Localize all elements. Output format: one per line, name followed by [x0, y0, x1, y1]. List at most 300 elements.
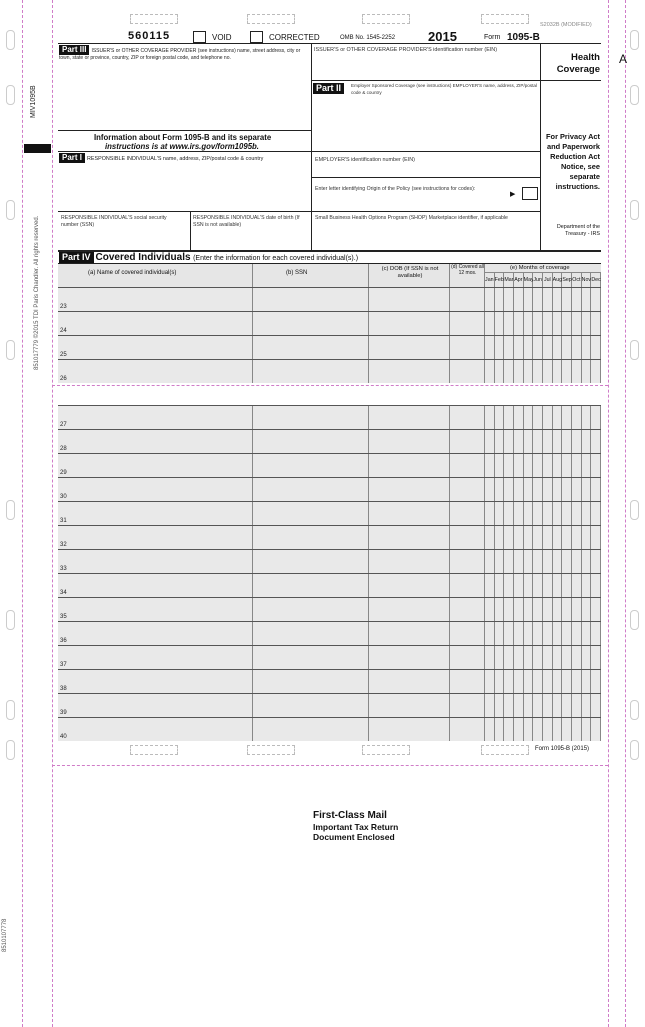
- month-cell[interactable]: [553, 312, 563, 335]
- name-cell[interactable]: [58, 336, 253, 359]
- month-cell[interactable]: [562, 288, 572, 311]
- corrected-checkbox[interactable]: [250, 31, 263, 43]
- month-cell[interactable]: [543, 718, 553, 741]
- all-12-cell[interactable]: [450, 406, 485, 429]
- month-cell[interactable]: [553, 718, 563, 741]
- all-12-cell[interactable]: [450, 502, 485, 525]
- month-cell[interactable]: [485, 526, 495, 549]
- name-cell[interactable]: [58, 574, 253, 597]
- dob-cell[interactable]: [369, 646, 450, 669]
- month-cell[interactable]: [524, 312, 534, 335]
- month-cell[interactable]: [572, 550, 582, 573]
- month-cell[interactable]: [504, 574, 514, 597]
- month-cell[interactable]: [504, 336, 514, 359]
- month-cell[interactable]: [582, 502, 592, 525]
- month-cell[interactable]: [543, 312, 553, 335]
- dob-cell[interactable]: [369, 718, 450, 741]
- month-cell[interactable]: [533, 550, 543, 573]
- name-cell[interactable]: [58, 694, 253, 717]
- month-cell[interactable]: [553, 526, 563, 549]
- month-cell[interactable]: [495, 454, 505, 477]
- all-12-cell[interactable]: [450, 574, 485, 597]
- month-cell[interactable]: [485, 574, 495, 597]
- month-cell[interactable]: [572, 312, 582, 335]
- month-cell[interactable]: [591, 718, 601, 741]
- month-cell[interactable]: [495, 646, 505, 669]
- dob-cell[interactable]: [369, 478, 450, 501]
- month-cell[interactable]: [504, 430, 514, 453]
- month-cell[interactable]: [514, 622, 524, 645]
- all-12-cell[interactable]: [450, 454, 485, 477]
- ssn-cell[interactable]: [253, 288, 369, 311]
- ssn-cell[interactable]: [253, 622, 369, 645]
- row-number: 37: [60, 662, 67, 668]
- month-cell[interactable]: [533, 478, 543, 501]
- month-cell[interactable]: [572, 502, 582, 525]
- ssn-cell[interactable]: [253, 502, 369, 525]
- ssn-cell[interactable]: [253, 550, 369, 573]
- dob-cell[interactable]: [369, 360, 450, 383]
- month-cell[interactable]: [562, 360, 572, 383]
- month-cell[interactable]: [562, 598, 572, 621]
- month-cell[interactable]: [514, 502, 524, 525]
- month-cell[interactable]: [572, 478, 582, 501]
- col-c-header: (c) DOB (If SSN is not available): [381, 266, 439, 279]
- month-cell[interactable]: [514, 406, 524, 429]
- month-cell[interactable]: [514, 718, 524, 741]
- month-cell[interactable]: [562, 718, 572, 741]
- ssn-cell[interactable]: [253, 430, 369, 453]
- month-cell[interactable]: [485, 622, 495, 645]
- month-cell[interactable]: [572, 718, 582, 741]
- month-cell[interactable]: [562, 574, 572, 597]
- month-cell[interactable]: [553, 478, 563, 501]
- dob-cell[interactable]: [369, 598, 450, 621]
- month-cell[interactable]: [582, 430, 592, 453]
- name-cell[interactable]: [58, 646, 253, 669]
- month-cell[interactable]: [533, 312, 543, 335]
- all-12-cell[interactable]: [450, 694, 485, 717]
- month-cell[interactable]: [562, 430, 572, 453]
- month-cell[interactable]: [553, 360, 563, 383]
- month-cell[interactable]: [485, 718, 495, 741]
- month-cell[interactable]: [553, 430, 563, 453]
- month-cell[interactable]: [504, 360, 514, 383]
- month-cell[interactable]: [495, 406, 505, 429]
- month-cell[interactable]: [504, 288, 514, 311]
- month-cell[interactable]: [533, 598, 543, 621]
- dob-cell[interactable]: [369, 670, 450, 693]
- month-cell[interactable]: [524, 478, 534, 501]
- month-cell[interactable]: [495, 478, 505, 501]
- month-cell[interactable]: [524, 430, 534, 453]
- month-cell[interactable]: [543, 430, 553, 453]
- month-cell[interactable]: [524, 622, 534, 645]
- month-cell[interactable]: [543, 336, 553, 359]
- month-cell[interactable]: [533, 574, 543, 597]
- month-cell[interactable]: [562, 694, 572, 717]
- name-cell[interactable]: [58, 454, 253, 477]
- month-cell[interactable]: [543, 454, 553, 477]
- month-cell[interactable]: [591, 454, 601, 477]
- month-cell[interactable]: [514, 670, 524, 693]
- month-cell[interactable]: [553, 622, 563, 645]
- pinfeed-hole: [630, 30, 639, 50]
- month-cell[interactable]: [553, 574, 563, 597]
- month-cell[interactable]: [553, 694, 563, 717]
- month-cell[interactable]: [495, 336, 505, 359]
- month-cell[interactable]: [495, 360, 505, 383]
- name-cell[interactable]: [58, 430, 253, 453]
- month-cell[interactable]: [543, 526, 553, 549]
- month-cell[interactable]: [562, 622, 572, 645]
- month-cell[interactable]: [533, 454, 543, 477]
- month-cell[interactable]: [485, 406, 495, 429]
- ssn-cell[interactable]: [253, 526, 369, 549]
- dob-cell[interactable]: [369, 574, 450, 597]
- all-12-cell[interactable]: [450, 288, 485, 311]
- month-cell[interactable]: [582, 454, 592, 477]
- month-cell[interactable]: [543, 502, 553, 525]
- all-12-cell[interactable]: [450, 312, 485, 335]
- month-cell[interactable]: [533, 502, 543, 525]
- month-cell[interactable]: [504, 478, 514, 501]
- side-copyright: 851017779 ©2015 TDI Paris Chandler. All rights reserved.: [34, 215, 40, 370]
- all-12-cell[interactable]: [450, 718, 485, 741]
- month-cell[interactable]: [562, 526, 572, 549]
- month-cell[interactable]: [582, 694, 592, 717]
- month-cell[interactable]: [495, 550, 505, 573]
- month-cell[interactable]: [504, 454, 514, 477]
- dob-cell[interactable]: [369, 430, 450, 453]
- dob-cell[interactable]: [369, 550, 450, 573]
- ssn-cell[interactable]: [253, 574, 369, 597]
- month-cell[interactable]: [485, 288, 495, 311]
- month-cell[interactable]: [543, 406, 553, 429]
- month-cell[interactable]: [524, 574, 534, 597]
- month-cell[interactable]: [524, 454, 534, 477]
- month-cell[interactable]: [485, 430, 495, 453]
- month-cell[interactable]: [485, 694, 495, 717]
- month-cell[interactable]: [582, 598, 592, 621]
- modified-label: S2032B (MODIFIED): [540, 22, 592, 28]
- all-12-cell[interactable]: [450, 646, 485, 669]
- month-cell[interactable]: [572, 574, 582, 597]
- month-cell[interactable]: [495, 622, 505, 645]
- month-cell[interactable]: [543, 670, 553, 693]
- month-cell[interactable]: [553, 502, 563, 525]
- name-cell[interactable]: [58, 478, 253, 501]
- dob-cell[interactable]: [369, 622, 450, 645]
- all-12-cell[interactable]: [450, 430, 485, 453]
- month-cell[interactable]: [582, 622, 592, 645]
- month-cell[interactable]: [504, 670, 514, 693]
- month-cell[interactable]: [485, 502, 495, 525]
- all-12-cell[interactable]: [450, 598, 485, 621]
- month-cell[interactable]: [524, 550, 534, 573]
- month-cell[interactable]: [572, 622, 582, 645]
- month-cell[interactable]: [591, 598, 601, 621]
- month-cell[interactable]: [591, 574, 601, 597]
- month-cell[interactable]: [495, 502, 505, 525]
- month-cell[interactable]: [582, 526, 592, 549]
- month-cell[interactable]: [553, 550, 563, 573]
- month-cell[interactable]: [495, 526, 505, 549]
- month-cell[interactable]: [582, 550, 592, 573]
- month-cell[interactable]: [495, 598, 505, 621]
- month-cell[interactable]: [533, 670, 543, 693]
- all-12-cell[interactable]: [450, 550, 485, 573]
- month-cell[interactable]: [514, 288, 524, 311]
- month-cell[interactable]: [485, 454, 495, 477]
- month-cell[interactable]: [543, 574, 553, 597]
- month-cell[interactable]: [582, 288, 592, 311]
- ssn-cell[interactable]: [253, 336, 369, 359]
- month-cell[interactable]: [572, 598, 582, 621]
- month-cell[interactable]: [514, 598, 524, 621]
- month-cell[interactable]: [514, 454, 524, 477]
- month-cell[interactable]: [485, 360, 495, 383]
- month-cell[interactable]: [572, 526, 582, 549]
- month-cell[interactable]: [562, 478, 572, 501]
- dob-cell[interactable]: [369, 502, 450, 525]
- void-checkbox[interactable]: [193, 31, 206, 43]
- month-cell[interactable]: [572, 646, 582, 669]
- month-cell[interactable]: [543, 550, 553, 573]
- part4-subtitle: (Enter the information for each covered individual(s).): [193, 255, 359, 262]
- name-cell[interactable]: [58, 526, 253, 549]
- ssn-cell[interactable]: [253, 312, 369, 335]
- month-cell[interactable]: [533, 622, 543, 645]
- name-cell[interactable]: [58, 406, 253, 429]
- month-header: Sep: [562, 273, 572, 287]
- name-cell[interactable]: [58, 670, 253, 693]
- month-cell[interactable]: [514, 694, 524, 717]
- month-cell[interactable]: [524, 336, 534, 359]
- dob-cell[interactable]: [369, 406, 450, 429]
- month-cell[interactable]: [553, 646, 563, 669]
- ssn-cell[interactable]: [253, 694, 369, 717]
- month-cell[interactable]: [572, 454, 582, 477]
- month-cell[interactable]: [485, 312, 495, 335]
- month-cell[interactable]: [582, 406, 592, 429]
- month-cell[interactable]: [533, 336, 543, 359]
- month-cell[interactable]: [591, 670, 601, 693]
- ssn-cell[interactable]: [253, 406, 369, 429]
- name-cell[interactable]: [58, 312, 253, 335]
- month-cell[interactable]: [562, 550, 572, 573]
- month-cell[interactable]: [514, 430, 524, 453]
- month-cell[interactable]: [495, 430, 505, 453]
- month-cell[interactable]: [591, 430, 601, 453]
- month-cell[interactable]: [485, 598, 495, 621]
- month-cell[interactable]: [524, 288, 534, 311]
- month-cell[interactable]: [591, 550, 601, 573]
- all-12-cell[interactable]: [450, 622, 485, 645]
- month-cell[interactable]: [524, 670, 534, 693]
- month-cell[interactable]: [524, 360, 534, 383]
- month-cell[interactable]: [553, 406, 563, 429]
- month-cell[interactable]: [485, 670, 495, 693]
- month-cell[interactable]: [524, 406, 534, 429]
- month-cell[interactable]: [572, 360, 582, 383]
- mail-line-2: Important Tax Return: [313, 822, 399, 832]
- month-cell[interactable]: [504, 406, 514, 429]
- month-cell[interactable]: [562, 312, 572, 335]
- name-cell[interactable]: [58, 550, 253, 573]
- month-cell[interactable]: [562, 502, 572, 525]
- month-cell[interactable]: [582, 574, 592, 597]
- ssn-cell[interactable]: [253, 478, 369, 501]
- month-cell[interactable]: [562, 646, 572, 669]
- responsible-ssn-label: RESPONSIBLE INDIVIDUAL'S social security number (SSN): [61, 215, 167, 228]
- month-cell[interactable]: [485, 646, 495, 669]
- month-cell[interactable]: [553, 336, 563, 359]
- month-cell[interactable]: [591, 406, 601, 429]
- all-12-cell[interactable]: [450, 360, 485, 383]
- month-cell[interactable]: [562, 454, 572, 477]
- month-cell[interactable]: [504, 694, 514, 717]
- name-cell[interactable]: [58, 598, 253, 621]
- month-cell[interactable]: [591, 336, 601, 359]
- dob-cell[interactable]: [369, 312, 450, 335]
- all-12-cell[interactable]: [450, 526, 485, 549]
- month-cell[interactable]: [533, 430, 543, 453]
- month-cell[interactable]: [504, 550, 514, 573]
- month-cell[interactable]: [543, 288, 553, 311]
- month-cell[interactable]: [553, 670, 563, 693]
- month-cell[interactable]: [524, 694, 534, 717]
- month-cell[interactable]: [562, 336, 572, 359]
- month-cell[interactable]: [514, 646, 524, 669]
- month-cell[interactable]: [543, 694, 553, 717]
- month-cell[interactable]: [524, 718, 534, 741]
- month-cell[interactable]: [553, 454, 563, 477]
- month-cell[interactable]: [591, 646, 601, 669]
- all-12-cell[interactable]: [450, 478, 485, 501]
- month-cell[interactable]: [553, 598, 563, 621]
- month-cell[interactable]: [504, 622, 514, 645]
- month-cell[interactable]: [572, 288, 582, 311]
- name-cell[interactable]: [58, 502, 253, 525]
- month-cell[interactable]: [514, 550, 524, 573]
- month-cell[interactable]: [533, 406, 543, 429]
- month-cell[interactable]: [485, 550, 495, 573]
- month-cell[interactable]: [533, 718, 543, 741]
- month-cell[interactable]: [543, 478, 553, 501]
- month-cell[interactable]: [591, 288, 601, 311]
- month-cell[interactable]: [572, 406, 582, 429]
- month-cell[interactable]: [504, 718, 514, 741]
- ssn-cell[interactable]: [253, 454, 369, 477]
- month-cell[interactable]: [504, 526, 514, 549]
- month-cell[interactable]: [524, 646, 534, 669]
- name-cell[interactable]: [58, 622, 253, 645]
- month-cell[interactable]: [514, 526, 524, 549]
- month-cell[interactable]: [495, 694, 505, 717]
- dob-cell[interactable]: [369, 288, 450, 311]
- ssn-cell[interactable]: [253, 598, 369, 621]
- month-cell[interactable]: [582, 312, 592, 335]
- month-cell[interactable]: [591, 478, 601, 501]
- ssn-cell[interactable]: [253, 360, 369, 383]
- month-cell[interactable]: [572, 336, 582, 359]
- month-cell[interactable]: [543, 598, 553, 621]
- month-cell[interactable]: [582, 478, 592, 501]
- month-cell[interactable]: [582, 360, 592, 383]
- month-cell[interactable]: [562, 670, 572, 693]
- ssn-cell[interactable]: [253, 718, 369, 741]
- month-cell[interactable]: [582, 336, 592, 359]
- month-cell[interactable]: [562, 406, 572, 429]
- month-cell[interactable]: [572, 430, 582, 453]
- month-cell[interactable]: [533, 694, 543, 717]
- dob-cell[interactable]: [369, 454, 450, 477]
- dob-cell[interactable]: [369, 526, 450, 549]
- month-cell[interactable]: [495, 670, 505, 693]
- ssn-cell[interactable]: [253, 646, 369, 669]
- month-cell[interactable]: [514, 336, 524, 359]
- month-cell[interactable]: [514, 360, 524, 383]
- origin-code-input[interactable]: [522, 187, 538, 200]
- month-cell[interactable]: [504, 646, 514, 669]
- month-cell[interactable]: [533, 526, 543, 549]
- month-cell[interactable]: [495, 718, 505, 741]
- name-cell[interactable]: [58, 718, 253, 741]
- month-cell[interactable]: [485, 478, 495, 501]
- month-cell[interactable]: [543, 646, 553, 669]
- month-cell[interactable]: [495, 288, 505, 311]
- month-cell[interactable]: [533, 288, 543, 311]
- month-cell[interactable]: [582, 718, 592, 741]
- month-cell[interactable]: [495, 574, 505, 597]
- month-cell[interactable]: [591, 360, 601, 383]
- month-cell[interactable]: [533, 360, 543, 383]
- month-cell[interactable]: [553, 288, 563, 311]
- month-cell[interactable]: [591, 502, 601, 525]
- month-cell[interactable]: [543, 622, 553, 645]
- month-cell[interactable]: [591, 622, 601, 645]
- month-cell[interactable]: [572, 670, 582, 693]
- month-cell[interactable]: [514, 478, 524, 501]
- month-cell[interactable]: [524, 598, 534, 621]
- month-cell[interactable]: [504, 598, 514, 621]
- month-cell[interactable]: [572, 694, 582, 717]
- dob-cell[interactable]: [369, 694, 450, 717]
- month-cell[interactable]: [504, 502, 514, 525]
- month-cell[interactable]: [504, 312, 514, 335]
- month-cell[interactable]: [514, 312, 524, 335]
- ssn-cell[interactable]: [253, 670, 369, 693]
- name-cell[interactable]: [58, 288, 253, 311]
- month-cell[interactable]: [582, 670, 592, 693]
- dob-cell[interactable]: [369, 336, 450, 359]
- month-cell[interactable]: [495, 312, 505, 335]
- month-cell[interactable]: [543, 360, 553, 383]
- month-cell[interactable]: [591, 694, 601, 717]
- all-12-cell[interactable]: [450, 670, 485, 693]
- month-cell[interactable]: [591, 312, 601, 335]
- month-cell[interactable]: [524, 502, 534, 525]
- month-cell[interactable]: [582, 646, 592, 669]
- name-cell[interactable]: [58, 360, 253, 383]
- month-cell[interactable]: [524, 526, 534, 549]
- all-12-cell[interactable]: [450, 336, 485, 359]
- month-cell[interactable]: [514, 574, 524, 597]
- month-cell[interactable]: [485, 336, 495, 359]
- month-cell[interactable]: [533, 646, 543, 669]
- month-cell[interactable]: [591, 526, 601, 549]
